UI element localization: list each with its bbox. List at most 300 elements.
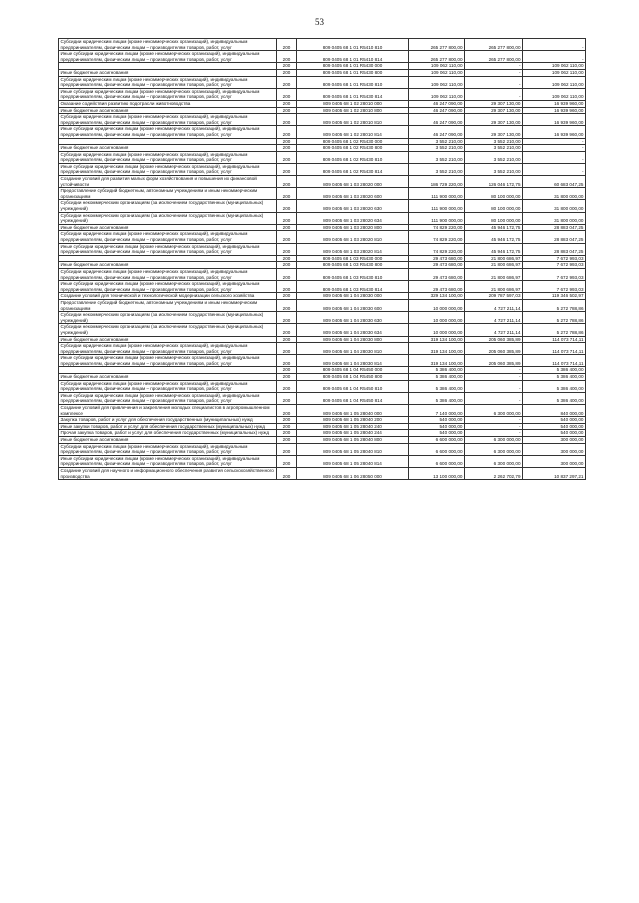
row-executed-amount: 45 946 172,75 [465, 243, 523, 255]
row-remaining-amount: 5 272 788,86 [523, 312, 586, 324]
row-executed-amount: 29 307 130,00 [465, 114, 523, 126]
row-remaining-amount: 5 386 400,00 [523, 374, 586, 381]
row-executed-amount: 205 060 385,89 [465, 336, 523, 343]
row-name: Субсидии некоммерческим организациям (за исключением государственных (муниципальных) учреждений) [59, 200, 277, 212]
table-row [59, 51, 586, 63]
table-row [59, 262, 586, 269]
row-approved-amount: 74 829 220,00 [409, 243, 465, 255]
row-line-code: 200 [277, 293, 297, 300]
row-remaining-amount: - [523, 163, 586, 175]
row-classification-code: 809 0405 68 1 05 28040 800 [297, 437, 409, 444]
row-approved-amount: 265 277 800,00 [409, 51, 465, 63]
row-approved-amount: 319 134 100,00 [409, 355, 465, 367]
row-executed-amount: 4 727 211,14 [465, 312, 523, 324]
row-classification-code: 809 0405 68 1 03 28020 810 [297, 231, 409, 243]
row-approved-amount: 329 134 100,00 [409, 293, 465, 300]
row-line-code: 200 [277, 100, 297, 107]
row-line-code: 200 [277, 430, 297, 437]
row-executed-amount: 6 300 000,00 [465, 455, 523, 467]
row-classification-code: 809 0405 68 1 02 28010 814 [297, 126, 409, 138]
row-remaining-amount: 16 939 960,00 [523, 100, 586, 107]
row-executed-amount: 6 300 000,00 [465, 437, 523, 444]
row-remaining-amount: 16 939 960,00 [523, 107, 586, 114]
row-remaining-amount: 5 386 400,00 [523, 367, 586, 374]
row-line-code: 200 [277, 262, 297, 269]
row-executed-amount: - [465, 430, 523, 437]
row-classification-code: 809 0405 68 1 02 28010 810 [297, 114, 409, 126]
row-approved-amount: 5 386 400,00 [409, 374, 465, 381]
row-executed-amount: - [465, 380, 523, 392]
row-executed-amount: 6 300 000,00 [465, 443, 523, 455]
row-approved-amount: 6 600 000,00 [409, 437, 465, 444]
row-line-code: 200 [277, 467, 297, 479]
table-row [59, 336, 586, 343]
row-line-code: 200 [277, 343, 297, 355]
row-classification-code: 809 0405 68 1 01 R5410 814 [297, 51, 409, 63]
row-remaining-amount: 16 939 960,00 [523, 126, 586, 138]
row-name: Субсидии юридическим лицам (кроме некоммерческих организаций), индивидуальным предпринимателям, физическим лицам – производителям товаров, работ, услуг [59, 151, 277, 163]
row-executed-amount: - [465, 88, 523, 100]
row-classification-code: 809 0405 68 1 03 28020 630 [297, 200, 409, 212]
row-approved-amount: 109 062 110,00 [409, 69, 465, 76]
row-line-code: 200 [277, 312, 297, 324]
row-remaining-amount: 119 346 502,97 [523, 293, 586, 300]
row-remaining-amount: 114 073 714,11 [523, 336, 586, 343]
row-name: Субсидии некоммерческим организациям (за исключением государственных (муниципальных) учреждений) [59, 212, 277, 224]
row-classification-code: 809 0405 68 1 04 28030 810 [297, 343, 409, 355]
row-classification-code: 809 0405 68 1 05 28040 240 [297, 423, 409, 430]
table-row [59, 355, 586, 367]
table-row [59, 163, 586, 175]
row-remaining-amount: 28 883 047,25 [523, 231, 586, 243]
row-executed-amount: - [465, 76, 523, 88]
row-approved-amount: 186 729 220,00 [409, 176, 465, 188]
row-executed-amount: 80 100 000,00 [465, 188, 523, 200]
row-executed-amount: 21 800 686,97 [465, 268, 523, 280]
row-name [59, 63, 277, 70]
row-approved-amount: 29 473 680,00 [409, 262, 465, 269]
table-row [59, 100, 586, 107]
row-approved-amount: 540 000,00 [409, 430, 465, 437]
row-line-code: 200 [277, 188, 297, 200]
row-line-code: 200 [277, 51, 297, 63]
table-row [59, 293, 586, 300]
row-line-code: 200 [277, 374, 297, 381]
row-remaining-amount: 28 883 047,25 [523, 243, 586, 255]
table-row [59, 374, 586, 381]
row-name: Прочая закупка товаров, работ и услуг для обеспечения государственных (муниципальных) нужд [59, 430, 277, 437]
row-classification-code: 809 0405 68 1 03 28020 634 [297, 212, 409, 224]
row-executed-amount: 21 800 686,97 [465, 281, 523, 293]
row-approved-amount: 540 000,00 [409, 423, 465, 430]
row-classification-code: 809 0405 68 1 02 R5430 810 [297, 151, 409, 163]
row-name: Субсидии юридическим лицам (кроме некоммерческих организаций), индивидуальным предпринимателям, физическим лицам – производителям товаров, работ, услуг [59, 443, 277, 455]
row-executed-amount: 3 552 210,00 [465, 138, 523, 145]
table-row [59, 281, 586, 293]
page-number: 53 [315, 17, 324, 27]
row-executed-amount: 4 727 211,14 [465, 324, 523, 336]
table-row [59, 312, 586, 324]
row-classification-code: 809 0405 68 1 03 R5430 000 [297, 255, 409, 262]
row-executed-amount: - [465, 374, 523, 381]
row-executed-amount: 21 800 686,97 [465, 262, 523, 269]
table-row [59, 76, 586, 88]
row-classification-code: 809 0405 68 1 01 R5430 800 [297, 69, 409, 76]
row-name: Предоставление субсидий бюджетным, автономным учреждениям и иным некоммерческим организациям [59, 188, 277, 200]
row-classification-code: 809 0405 68 1 04 28030 000 [297, 293, 409, 300]
row-remaining-amount: - [523, 151, 586, 163]
table-row [59, 176, 586, 188]
row-name: Субсидии юридическим лицам (кроме некоммерческих организаций), индивидуальным предпринимателям, физическим лицам – производителям товаров, работ, услуг [59, 231, 277, 243]
row-name: Иные субсидии юридическим лицам (кроме некоммерческих организаций), индивидуальным предпринимателям, физическим лицам – производителям товаров, работ, услуг [59, 51, 277, 63]
row-remaining-amount: 28 883 047,25 [523, 224, 586, 231]
row-line-code: 200 [277, 417, 297, 424]
row-remaining-amount: 31 800 000,00 [523, 212, 586, 224]
row-classification-code: 809 0405 68 1 05 28040 000 [297, 405, 409, 417]
row-line-code: 200 [277, 380, 297, 392]
row-remaining-amount: 5 386 400,00 [523, 392, 586, 404]
table-row [59, 69, 586, 76]
row-executed-amount: 3 552 210,00 [465, 163, 523, 175]
row-remaining-amount: 10 837 297,21 [523, 467, 586, 479]
row-remaining-amount: 300 000,00 [523, 455, 586, 467]
row-classification-code: 809 0405 68 1 04 28030 600 [297, 299, 409, 311]
row-approved-amount: 46 247 090,00 [409, 114, 465, 126]
row-remaining-amount: 109 062 110,00 [523, 63, 586, 70]
row-executed-amount: 265 277 800,00 [465, 39, 523, 51]
row-line-code: 200 [277, 255, 297, 262]
row-executed-amount: 29 307 130,00 [465, 126, 523, 138]
table-row [59, 343, 586, 355]
row-line-code: 200 [277, 324, 297, 336]
row-classification-code: 809 0405 68 1 05 28040 244 [297, 430, 409, 437]
row-executed-amount: - [465, 69, 523, 76]
row-remaining-amount: 540 000,00 [523, 417, 586, 424]
row-classification-code: 809 0405 68 1 06 28050 000 [297, 467, 409, 479]
row-classification-code: 809 0405 68 1 03 28020 000 [297, 176, 409, 188]
table-row [59, 443, 586, 455]
row-line-code: 200 [277, 151, 297, 163]
table-row [59, 231, 586, 243]
row-name: Иные субсидии юридическим лицам (кроме некоммерческих организаций), индивидуальным предпринимателям, физическим лицам – производителям товаров, работ, услуг [59, 392, 277, 404]
row-name: Субсидии некоммерческим организациям (за исключением государственных (муниципальных) учреждений) [59, 312, 277, 324]
row-classification-code: 809 0405 68 1 04 R5450 814 [297, 392, 409, 404]
row-name: Иные субсидии юридическим лицам (кроме некоммерческих организаций), индивидуальным предпринимателям, физическим лицам – производителям товаров, работ, услуг [59, 455, 277, 467]
row-name: Иные бюджетные ассигнования [59, 145, 277, 152]
row-classification-code: 809 0405 68 1 04 28030 634 [297, 324, 409, 336]
table-row [59, 151, 586, 163]
row-approved-amount: 13 100 000,00 [409, 467, 465, 479]
row-name: Субсидии юридическим лицам (кроме некоммерческих организаций), индивидуальным предпринимателям, физическим лицам – производителям товаров, работ, услуг [59, 380, 277, 392]
row-approved-amount: 111 900 000,00 [409, 212, 465, 224]
row-approved-amount: 10 000 000,00 [409, 299, 465, 311]
row-approved-amount: 319 134 100,00 [409, 336, 465, 343]
row-name: Иные субсидии юридическим лицам (кроме некоммерческих организаций), индивидуальным предпринимателям, физическим лицам – производителям товаров, работ, услуг [59, 88, 277, 100]
row-approved-amount: 6 600 000,00 [409, 455, 465, 467]
row-classification-code: 809 0405 68 1 05 28040 200 [297, 417, 409, 424]
row-approved-amount: 3 552 210,00 [409, 138, 465, 145]
row-name: Иные бюджетные ассигнования [59, 336, 277, 343]
row-executed-amount: 45 946 172,75 [465, 231, 523, 243]
table-row [59, 188, 586, 200]
row-approved-amount: 3 552 210,00 [409, 151, 465, 163]
row-line-code: 200 [277, 69, 297, 76]
row-remaining-amount: 31 800 000,00 [523, 200, 586, 212]
table-row [59, 324, 586, 336]
row-classification-code: 809 0405 68 1 03 R5430 800 [297, 262, 409, 269]
row-classification-code: 809 0405 68 1 02 R5430 000 [297, 138, 409, 145]
row-approved-amount: 10 000 000,00 [409, 324, 465, 336]
row-name: Иные бюджетные ассигнования [59, 69, 277, 76]
table-row [59, 138, 586, 145]
row-executed-amount: - [465, 417, 523, 424]
row-line-code: 200 [277, 392, 297, 404]
row-executed-amount: - [465, 392, 523, 404]
row-approved-amount: 29 473 680,00 [409, 255, 465, 262]
table-row [59, 126, 586, 138]
row-remaining-amount: 109 062 110,00 [523, 69, 586, 76]
row-name: Субсидии юридическим лицам (кроме некоммерческих организаций), индивидуальным предпринимателям, физическим лицам – производителям товаров, работ, услуг [59, 76, 277, 88]
row-remaining-amount: - [523, 51, 586, 63]
table-row [59, 114, 586, 126]
row-line-code: 200 [277, 39, 297, 51]
row-line-code: 200 [277, 423, 297, 430]
row-approved-amount: 29 473 680,00 [409, 281, 465, 293]
row-remaining-amount: - [523, 39, 586, 51]
row-line-code: 200 [277, 63, 297, 70]
row-remaining-amount: 540 000,00 [523, 430, 586, 437]
row-approved-amount: 540 000,00 [409, 417, 465, 424]
table-row [59, 405, 586, 417]
row-classification-code: 809 0405 68 1 03 28020 814 [297, 243, 409, 255]
row-line-code: 200 [277, 176, 297, 188]
table-row [59, 39, 586, 51]
row-executed-amount: 126 046 172,75 [465, 176, 523, 188]
row-approved-amount: 3 552 210,00 [409, 163, 465, 175]
row-executed-amount: 80 100 000,00 [465, 200, 523, 212]
row-line-code: 200 [277, 126, 297, 138]
row-remaining-amount: 7 672 993,03 [523, 268, 586, 280]
row-name: Субсидии юридическим лицам (кроме некоммерческих организаций), индивидуальным предпринимателям, физическим лицам – производителям товаров, работ, услуг [59, 114, 277, 126]
row-line-code: 200 [277, 405, 297, 417]
row-executed-amount: 4 727 211,14 [465, 299, 523, 311]
row-classification-code: 809 0405 68 1 03 R5430 810 [297, 268, 409, 280]
row-name: Иные бюджетные ассигнования [59, 224, 277, 231]
table-row [59, 88, 586, 100]
row-approved-amount: 46 247 090,00 [409, 107, 465, 114]
row-remaining-amount: 5 386 400,00 [523, 380, 586, 392]
row-line-code: 200 [277, 281, 297, 293]
row-executed-amount: 45 946 172,75 [465, 224, 523, 231]
row-approved-amount: 5 386 400,00 [409, 367, 465, 374]
row-remaining-amount: 114 073 714,11 [523, 355, 586, 367]
row-line-code: 200 [277, 231, 297, 243]
row-remaining-amount: - [523, 138, 586, 145]
row-remaining-amount: 7 672 993,03 [523, 262, 586, 269]
row-approved-amount: 5 386 400,00 [409, 380, 465, 392]
row-classification-code: 809 0405 68 1 03 28020 800 [297, 224, 409, 231]
row-name: Субсидии юридическим лицам (кроме некоммерческих организаций), индивидуальным предпринимателям, физическим лицам – производителям товаров, работ, услуг [59, 268, 277, 280]
row-line-code: 200 [277, 299, 297, 311]
row-name [59, 367, 277, 374]
row-classification-code: 809 0405 68 1 02 R5430 814 [297, 163, 409, 175]
row-executed-amount: 2 262 702,79 [465, 467, 523, 479]
row-line-code: 200 [277, 76, 297, 88]
row-name: Предоставление субсидий бюджетным, автономным учреждениям и иным некоммерческим организациям [59, 299, 277, 311]
row-classification-code: 809 0405 68 1 05 28040 814 [297, 455, 409, 467]
table-row [59, 430, 586, 437]
table-row [59, 243, 586, 255]
row-name: Закупка товаров, работ и услуг для обеспечения государственных (муниципальных) нужд [59, 417, 277, 424]
row-classification-code: 809 0405 68 1 04 R5450 000 [297, 367, 409, 374]
row-name: Иные субсидии юридическим лицам (кроме некоммерческих организаций), индивидуальным предпринимателям, физическим лицам – производителям товаров, работ, услуг [59, 243, 277, 255]
row-approved-amount: 109 062 110,00 [409, 76, 465, 88]
row-approved-amount: 111 900 000,00 [409, 188, 465, 200]
table-row [59, 63, 586, 70]
row-approved-amount: 46 247 090,00 [409, 126, 465, 138]
row-executed-amount: 209 787 597,03 [465, 293, 523, 300]
row-approved-amount: 3 552 210,00 [409, 145, 465, 152]
row-classification-code: 809 0405 68 1 04 R5450 810 [297, 380, 409, 392]
row-remaining-amount: 31 800 000,00 [523, 188, 586, 200]
row-approved-amount: 10 000 000,00 [409, 312, 465, 324]
row-approved-amount: 5 386 400,00 [409, 392, 465, 404]
row-line-code: 200 [277, 107, 297, 114]
row-classification-code: 809 0405 68 1 03 R5430 814 [297, 281, 409, 293]
row-executed-amount: 3 552 210,00 [465, 145, 523, 152]
row-name: Иные бюджетные ассигнования [59, 107, 277, 114]
row-approved-amount: 74 829 220,00 [409, 224, 465, 231]
row-line-code: 200 [277, 336, 297, 343]
row-line-code: 200 [277, 163, 297, 175]
table-row [59, 299, 586, 311]
row-executed-amount: - [465, 423, 523, 430]
table-row [59, 417, 586, 424]
row-remaining-amount: - [523, 145, 586, 152]
row-name: Создание условий для развития малых форм хозяйствования и повышения их финансовой устойчивости [59, 176, 277, 188]
row-approved-amount: 319 134 100,00 [409, 343, 465, 355]
row-executed-amount: 80 100 000,00 [465, 212, 523, 224]
table-row [59, 392, 586, 404]
row-name: Иные субсидии юридическим лицам (кроме некоммерческих организаций), индивидуальным предпринимателям, физическим лицам – производителям товаров, работ, услуг [59, 126, 277, 138]
row-classification-code: 809 0405 68 1 02 28010 800 [297, 107, 409, 114]
row-name: Создание условий для научного и информационного обеспечения развития сельскохозяйственного производства [59, 467, 277, 479]
row-classification-code: 809 0405 68 1 01 R5430 814 [297, 88, 409, 100]
row-line-code: 200 [277, 367, 297, 374]
row-remaining-amount: 5 272 788,86 [523, 324, 586, 336]
row-line-code: 200 [277, 268, 297, 280]
row-remaining-amount: 109 062 110,00 [523, 88, 586, 100]
row-line-code: 200 [277, 114, 297, 126]
table-row [59, 200, 586, 212]
row-classification-code: 809 0405 68 1 01 R5430 810 [297, 76, 409, 88]
row-remaining-amount: 114 073 714,11 [523, 343, 586, 355]
table-row [59, 423, 586, 430]
row-remaining-amount: 7 672 993,03 [523, 281, 586, 293]
table-row [59, 437, 586, 444]
table-row [59, 455, 586, 467]
row-line-code: 200 [277, 224, 297, 231]
row-name: Иные субсидии юридическим лицам (кроме некоммерческих организаций), индивидуальным предпринимателям, физическим лицам – производителям товаров, работ, услуг [59, 163, 277, 175]
row-remaining-amount: 300 000,00 [523, 443, 586, 455]
row-classification-code: 809 0405 68 1 04 28030 630 [297, 312, 409, 324]
row-executed-amount: 29 307 130,00 [465, 107, 523, 114]
row-remaining-amount: 5 272 788,86 [523, 299, 586, 311]
row-classification-code: 809 0405 68 1 05 28040 810 [297, 443, 409, 455]
table-row [59, 268, 586, 280]
row-name: Субсидии юридическим лицам (кроме некоммерческих организаций), индивидуальным предпринимателям, физическим лицам – производителям товаров, работ, услуг [59, 39, 277, 51]
row-executed-amount: 265 277 800,00 [465, 51, 523, 63]
row-name: Иные бюджетные ассигнования [59, 374, 277, 381]
row-classification-code: 809 0405 68 1 01 R5410 810 [297, 39, 409, 51]
row-line-code: 200 [277, 443, 297, 455]
row-name: Иные закупки товаров, работ и услуг для обеспечения государственных (муниципальных) нужд [59, 423, 277, 430]
row-approved-amount: 29 473 680,00 [409, 268, 465, 280]
row-classification-code: 809 0405 68 1 03 28020 600 [297, 188, 409, 200]
row-executed-amount: - [465, 63, 523, 70]
row-approved-amount: 111 900 000,00 [409, 200, 465, 212]
row-remaining-amount: 16 939 960,00 [523, 114, 586, 126]
row-line-code: 200 [277, 243, 297, 255]
table-row [59, 145, 586, 152]
row-name [59, 255, 277, 262]
row-name: Создание условий для привлечения и закрепления молодых специалистов в агропромышленном комплексе [59, 405, 277, 417]
row-name [59, 138, 277, 145]
table-row [59, 212, 586, 224]
row-executed-amount: 205 060 385,89 [465, 355, 523, 367]
row-name: Субсидии некоммерческим организациям (за исключением государственных (муниципальных) учреждений) [59, 324, 277, 336]
row-classification-code: 809 0405 68 1 04 28030 800 [297, 336, 409, 343]
row-line-code: 200 [277, 145, 297, 152]
row-classification-code: 809 0405 68 1 02 R5430 800 [297, 145, 409, 152]
row-remaining-amount: 7 672 993,03 [523, 255, 586, 262]
row-line-code: 200 [277, 138, 297, 145]
row-name: Иные бюджетные ассигнования [59, 437, 277, 444]
table-row [59, 107, 586, 114]
row-executed-amount: 3 552 210,00 [465, 151, 523, 163]
table-row [59, 467, 586, 479]
table-row [59, 367, 586, 374]
row-executed-amount: 205 060 385,89 [465, 343, 523, 355]
row-name: Оказание содействия развитию подотрасли животноводства [59, 100, 277, 107]
row-line-code: 200 [277, 455, 297, 467]
row-approved-amount: 46 247 090,00 [409, 100, 465, 107]
row-name: Иные субсидии юридическим лицам (кроме некоммерческих организаций), индивидуальным предпринимателям, физическим лицам – производителям товаров, работ, услуг [59, 281, 277, 293]
row-approved-amount: 109 062 110,00 [409, 63, 465, 70]
row-line-code: 200 [277, 212, 297, 224]
row-remaining-amount: 60 683 047,25 [523, 176, 586, 188]
row-line-code: 200 [277, 88, 297, 100]
row-remaining-amount: 540 000,00 [523, 423, 586, 430]
row-executed-amount: 6 300 000,00 [465, 405, 523, 417]
row-line-code: 200 [277, 200, 297, 212]
row-name: Субсидии юридическим лицам (кроме некоммерческих организаций), индивидуальным предпринимателям, физическим лицам – производителям товаров, работ, услуг [59, 343, 277, 355]
table-row [59, 224, 586, 231]
row-name: Иные бюджетные ассигнования [59, 262, 277, 269]
row-approved-amount: 7 140 000,00 [409, 405, 465, 417]
row-approved-amount: 265 277 800,00 [409, 39, 465, 51]
row-name: Создание условий для технической и технологической модернизации сельского хозяйства [59, 293, 277, 300]
row-name: Иные субсидии юридическим лицам (кроме некоммерческих организаций), индивидуальным предпринимателям, физическим лицам – производителям товаров, работ, услуг [59, 355, 277, 367]
row-approved-amount: 109 062 110,00 [409, 88, 465, 100]
budget-execution-table [58, 38, 586, 480]
row-remaining-amount: 840 000,00 [523, 405, 586, 417]
row-remaining-amount: 300 000,00 [523, 437, 586, 444]
row-classification-code: 809 0405 68 1 02 28010 000 [297, 100, 409, 107]
table-row [59, 380, 586, 392]
row-executed-amount: 29 307 130,00 [465, 100, 523, 107]
row-classification-code: 809 0405 68 1 01 R5430 000 [297, 63, 409, 70]
